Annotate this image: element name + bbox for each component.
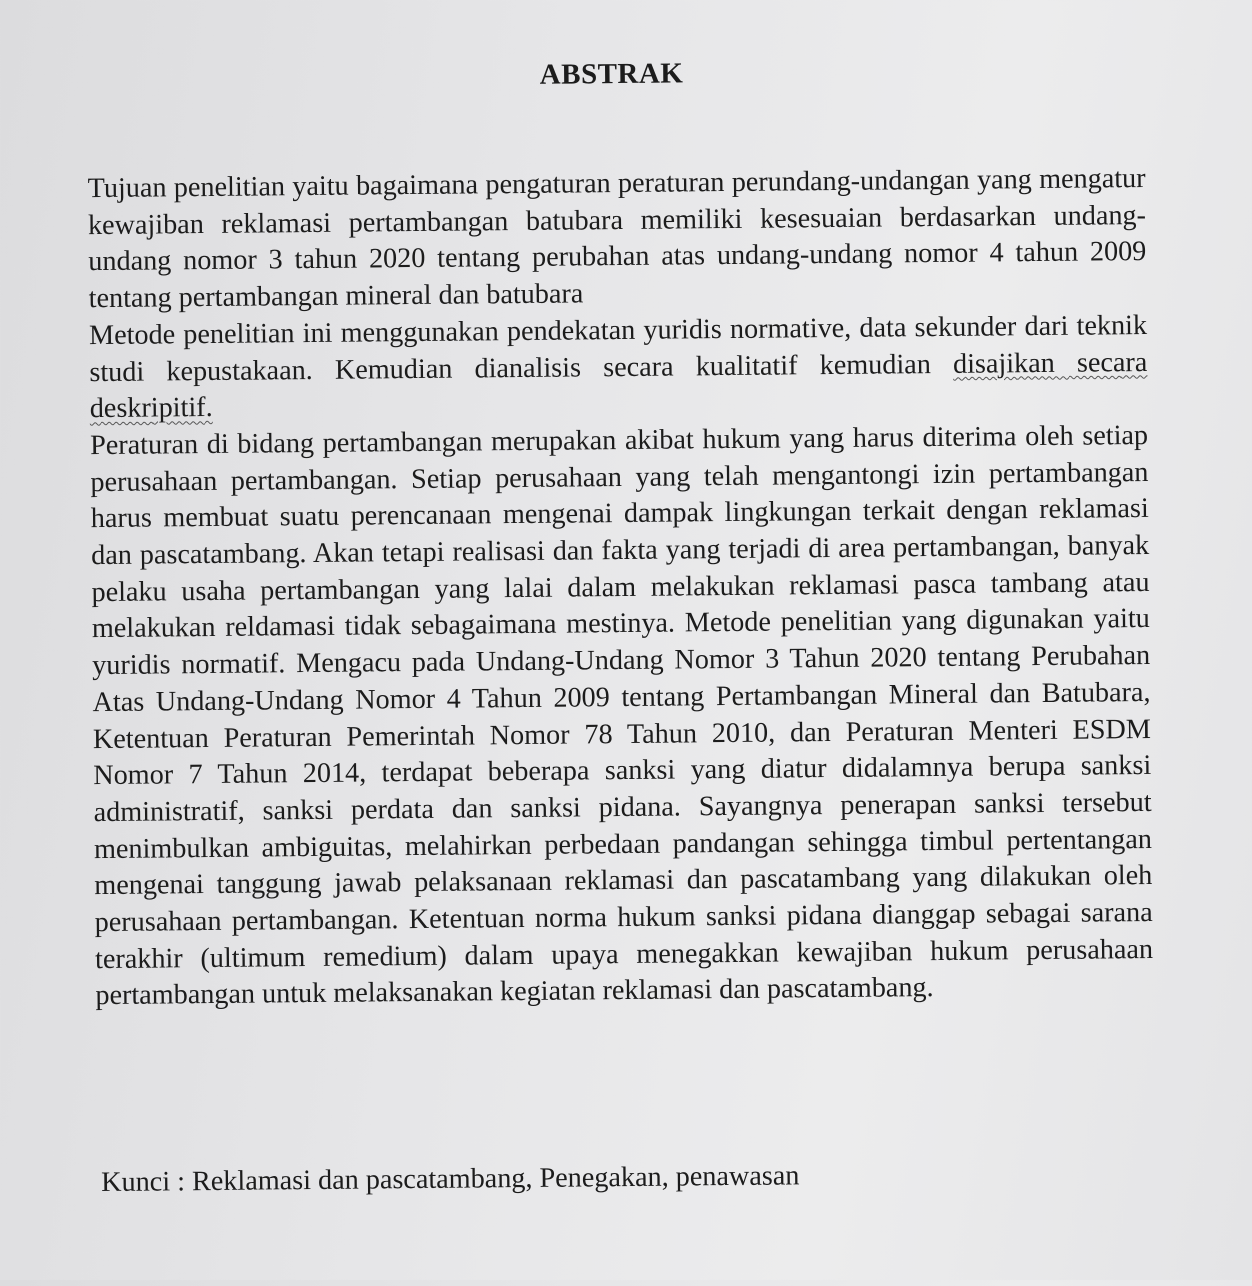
paragraph-method (89, 308, 1148, 428)
keywords-separator: : (176, 1166, 186, 1198)
spellcheck-underlined-text: disajikan secara deskripitif. (89, 346, 1148, 425)
keywords-line (101, 1155, 1161, 1201)
method-text: Metode penelitian ini menggunakan pendekatan yuridis normative, data sekunder dari teknik studi kepustakaan. Kemudian dianalisis secara kualitatif kemudian (88, 309, 1148, 388)
document-title: ABSTRAK (539, 57, 684, 91)
paragraph-purpose: Tujuan penelitian yaitu bagaimana pengaturan peraturan perundang-undangan yang mengatur kewajiban reklamasi pertambangan batubara memiliki kesesuaian berdasarkan undang-undang nomor 3 tahun 2020 tentang perubahan atas undang-undang nomor 4 tahun 2009 tentang pertambangan mineral dan batubara (87, 162, 1147, 315)
paragraph-discussion: Peraturan di bidang pertambangan merupakan akibat hukum yang harus diterima oleh setiap perusahaan pertambangan. Setiap perusahaan yang telah mengantongi izin pertambangan harus membuat suatu perencanaan mengenai dampak lingkungan terkait dengan reklamasi dan pascatambang. Akan tetapi realisasi dan fakta yang terjadi di area pertambangan, banyak pelaku usaha pertambangan yang lalai dalam melakukan reklamasi pasca tambang atau melakukan reldamasi tidak sebagaimana mestinya. Metode penelitian yang digunakan yaitu yuridis normatif. Mengacu pada Undang-Undang Nomor 3 Tahun 2020 tentang Perubahan Atas Undang-Undang Nomor 4 Tahun 2009 tentang Pertambangan Mineral dan Batubara, Ketentuan Peraturan Pemerintah Nomor 78 Tahun 2010, dan Peraturan Menteri ESDM Nomor 7 Tahun 2014, terdapat beberapa sanksi yang diatur didalamnya berupa sanksi administratif, sanksi perdata dan sanksi pidana. Sayangnya penerapan sanksi tersebut menimbulkan ambiguitas, melahirkan perbedaan pandangan sehingga timbul pertentangan mengenai tanggung jawab pelaksanaan reklamasi dan pascatambang yang dilakukan oleh perusahaan pertambangan. Ketentuan norma hukum sanksi pidana dianggap sebagai sarana terakhir (ultimum remedium) dalam upaya menegakkan kewajiban hukum perusahaan pertambangan untuk melaksanakan kegiatan reklamasi dan pascatambang. (89, 419, 1154, 1012)
abstract-body (87, 161, 1153, 1015)
keywords-label: Kunci (101, 1166, 171, 1199)
keywords-value: Reklamasi dan pascatambang, Penegakan, penawasan (191, 1160, 800, 1198)
